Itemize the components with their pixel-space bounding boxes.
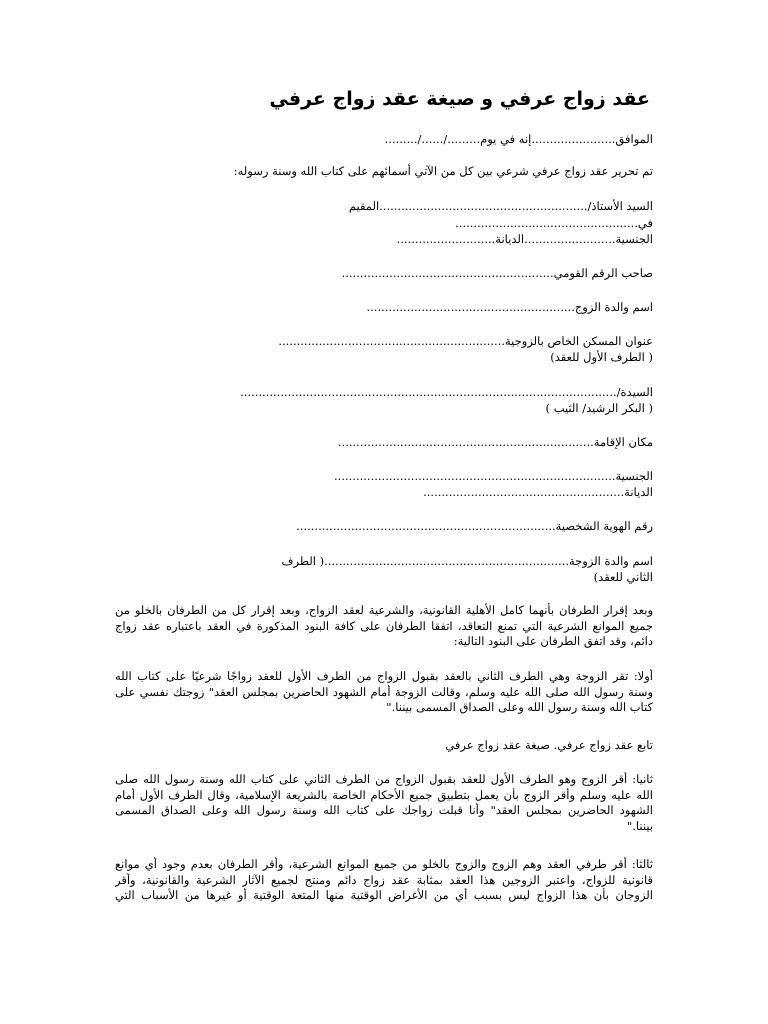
paragraph-line: وسنة رسول الله صلى الله عليه وسلم، وقالت الزوجة أمام الشهود الحاضرين بمجلس العقد" زوجتك نفسي على <box>115 684 653 699</box>
paragraph-line: دائم، وقد اتفق الطرفان على البنود التالية: <box>453 634 653 648</box>
husband-id-line: صاحب الرقم القومي.......................................................... <box>341 266 653 280</box>
paragraph-line: بيننا." <box>626 818 653 833</box>
paragraph-line: الشهود الحاضرين بمجلس العقد" وأنا قبلت زواجك على كتاب الله وسنة رسول الله وعلى الصداق المسمى <box>115 803 653 817</box>
wife-status-label: ( البكر الرشيد/ الثيب ) <box>545 401 653 415</box>
paragraph-line: قانونية للزواج، واعتبر الزوجين هذا العقد بمثابة عقد زواج دائم ومنتج لجميع الآثار الشرعية والقانونية، وأقر <box>115 872 653 887</box>
paragraph-third-clause <box>115 857 653 904</box>
first-party-label: ( الطرف الأول للعقد) <box>550 350 653 364</box>
wife-religion-line: الديانة....................................................... <box>423 485 653 499</box>
paragraph-line: جميع الموانع الشرعية التي تمنع التعاقد، اتفقا الطرفان على كافة البنود المذكورة في العقد باعتباره عقد زواج <box>115 618 653 633</box>
date-line: الموافق.......................إنه في يوم........./....../......... <box>384 132 653 146</box>
paragraph-line: ثالثا: أقر طرفي العقد وهم الزوج والزوج بالخلو من جميع الموانع الشرعية، وأقر الطرفان بعدم وجود أي موانع <box>115 857 653 871</box>
wife-mother-line: اسم والدة الزوجة...................................................................( الطرف <box>281 554 653 568</box>
wife-id-line: رقم الهوية الشخصية....................................................................... <box>296 519 653 533</box>
husband-address-line: عنوان المسكن الخاص بالزوجية.............................................................. <box>278 334 653 348</box>
intro-line: تم تحرير عقد زواج عرفي شرعي بين كل من الآتي أسمائهم على كتاب الله وسنة رسوله: <box>233 164 653 178</box>
paragraph-first-clause <box>115 669 653 716</box>
paragraph-line: الزوجان بأن هذا الزواج ليس بسبب أي من الأغراض الوقتية منها المتعة الوقتية أو غيرها من الأسباب التي <box>115 888 653 902</box>
paragraph-line: ثانيا: أقر الزوج وهو الطرف الأول للعقد بقبول الزواج من الطرف الثاني على كتاب الله وسنة رسول الله صلى <box>115 772 653 786</box>
paragraph-line: كتاب الله وسنة رسول الله وعلى الصداق المسمى بيننا." <box>386 700 653 714</box>
wife-residence-line: مكان الإقامة...................................................................... <box>337 435 653 449</box>
paragraph-second-clause <box>115 772 653 834</box>
husband-name-line: السيد الأستاذ/.........................................................المقيم <box>348 199 653 213</box>
paragraph-line: الله عليه وسلم وأقر الزوج بأن يعمل بتطبيق جميع الأحكام الخاصة بالشريعة الإسلامية، وقال الطرف الأول أمام <box>115 787 653 802</box>
wife-name-line: السيدة/....................................................................................................... <box>240 385 653 399</box>
paragraph-line: أولا: تقر الزوجة وهي الطرف الثاني بالعقد بقبول الزواج من الطرف الأول للعقد زواجًا شرعيًا على كتاب الله <box>115 669 653 683</box>
paragraph-continuation-heading <box>115 738 653 754</box>
husband-nationality-line: الجنسية.........................الديانة........................... <box>396 232 653 246</box>
second-party-label: الثاني للعقد) <box>593 570 653 584</box>
paragraph-preamble <box>115 603 653 650</box>
document-title: عقد زواج عرفي و صيغة عقد زواج عرفي <box>269 88 650 110</box>
paragraph-line: تابع عقد زواج عرفي. صيغة عقد زواج عرفي <box>445 738 653 752</box>
husband-mother-line: اسم والدة الزوج......................................................... <box>366 300 653 314</box>
paragraph-line: وبعد إقرار الطرفان بأنهما كامل الأهلية القانونية، والشرعية لعقد الزواج، وبعد إقرار كل من الطرفان بالخلو من <box>115 603 653 617</box>
wife-nationality-line: الجنسية............................................................................. <box>334 469 653 483</box>
husband-residence-line: في.................................................. <box>455 216 653 230</box>
